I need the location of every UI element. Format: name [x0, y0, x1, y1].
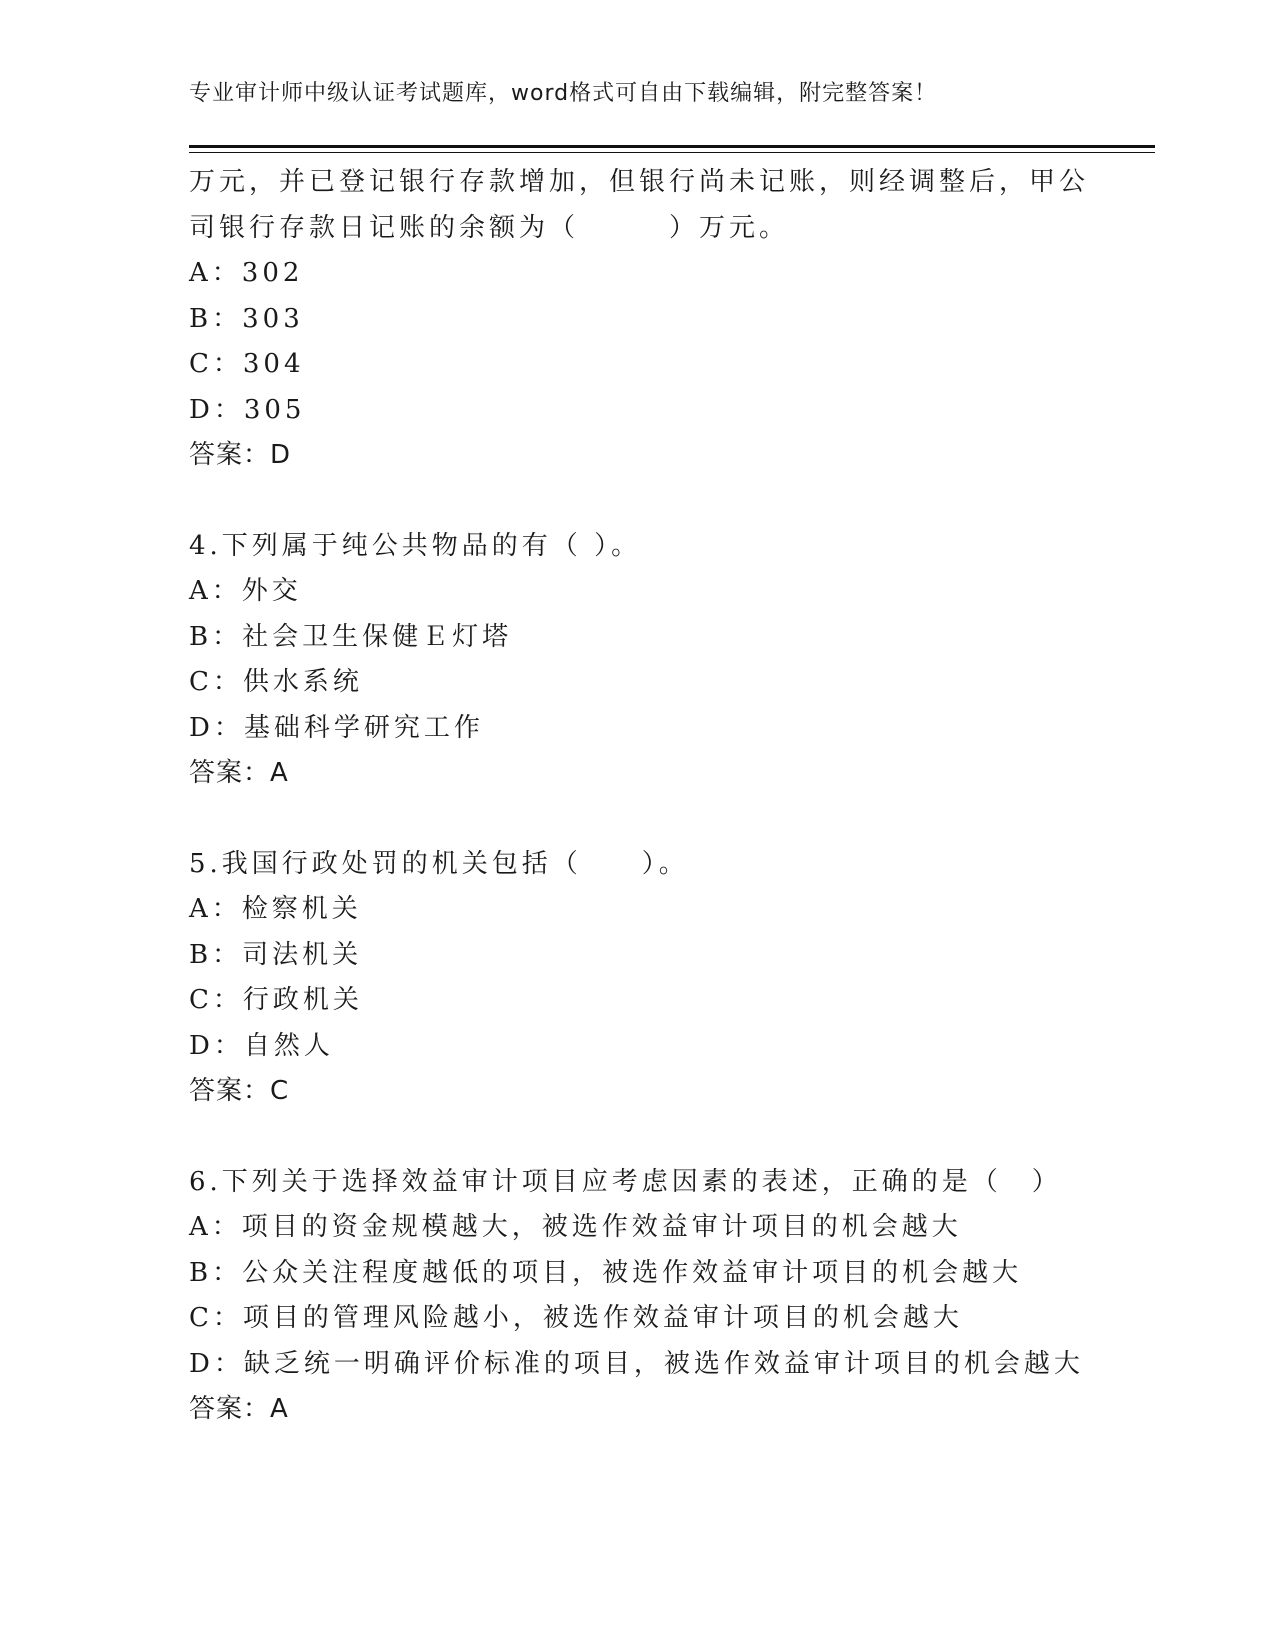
answer-line: 答案：A [189, 758, 289, 788]
option-c: C：行政机关 [189, 985, 363, 1015]
question-stem: 4.下列属于纯公共物品的有（ ）。 [189, 530, 642, 561]
answer-line: 答案：C [189, 1076, 290, 1106]
option-c: C：项目的管理风险越小，被选作效益审计项目的机会越大 [189, 1303, 963, 1333]
question-continued [189, 160, 1155, 479]
document-body [189, 160, 1155, 1433]
question-stem: 6.下列关于选择效益审计项目应考虑因素的表述，正确的是（ ） [189, 1166, 1062, 1197]
option-a: A：检察机关 [189, 894, 362, 924]
page-header: 专业审计师中级认证考试题库，word格式可自由下载编辑，附完整答案！ [189, 81, 938, 106]
option-a: A：项目的资金规模越大，被选作效益审计项目的机会越大 [189, 1212, 962, 1242]
question-stem-line: 司银行存款日记账的余额为（ ）万元。 [189, 212, 790, 243]
option-a: A：302 [189, 258, 304, 288]
option-d: D：自然人 [189, 1030, 334, 1061]
question-4 [189, 524, 1155, 797]
option-b: B：社会卫生保健Ｅ灯塔 [189, 621, 513, 652]
option-d: D：缺乏统一明确评价标准的项目，被选作效益审计项目的机会越大 [189, 1348, 1084, 1379]
option-c: C：304 [189, 349, 305, 379]
option-b: B：司法机关 [189, 939, 363, 970]
option-b: B：公众关注程度越低的项目，被选作效益审计项目的机会越大 [189, 1257, 1023, 1288]
question-6 [189, 1160, 1155, 1433]
option-b: B：303 [189, 303, 304, 334]
option-c: C：供水系统 [189, 667, 363, 697]
header-rule-thick [189, 145, 1155, 148]
answer-line: 答案：A [189, 1394, 289, 1424]
option-d: D：基础科学研究工作 [189, 712, 484, 743]
option-a: A：外交 [189, 576, 302, 606]
answer-line: 答案：D [189, 440, 292, 470]
header-rule-thin [189, 152, 1155, 153]
question-stem-line: 万元，并已登记银行存款增加，但银行尚未记账，则经调整后，甲公 [189, 167, 1090, 197]
option-d: D：305 [189, 394, 306, 425]
question-5 [189, 842, 1155, 1115]
question-stem: 5.我国行政处罚的机关包括（ ）。 [189, 848, 689, 879]
